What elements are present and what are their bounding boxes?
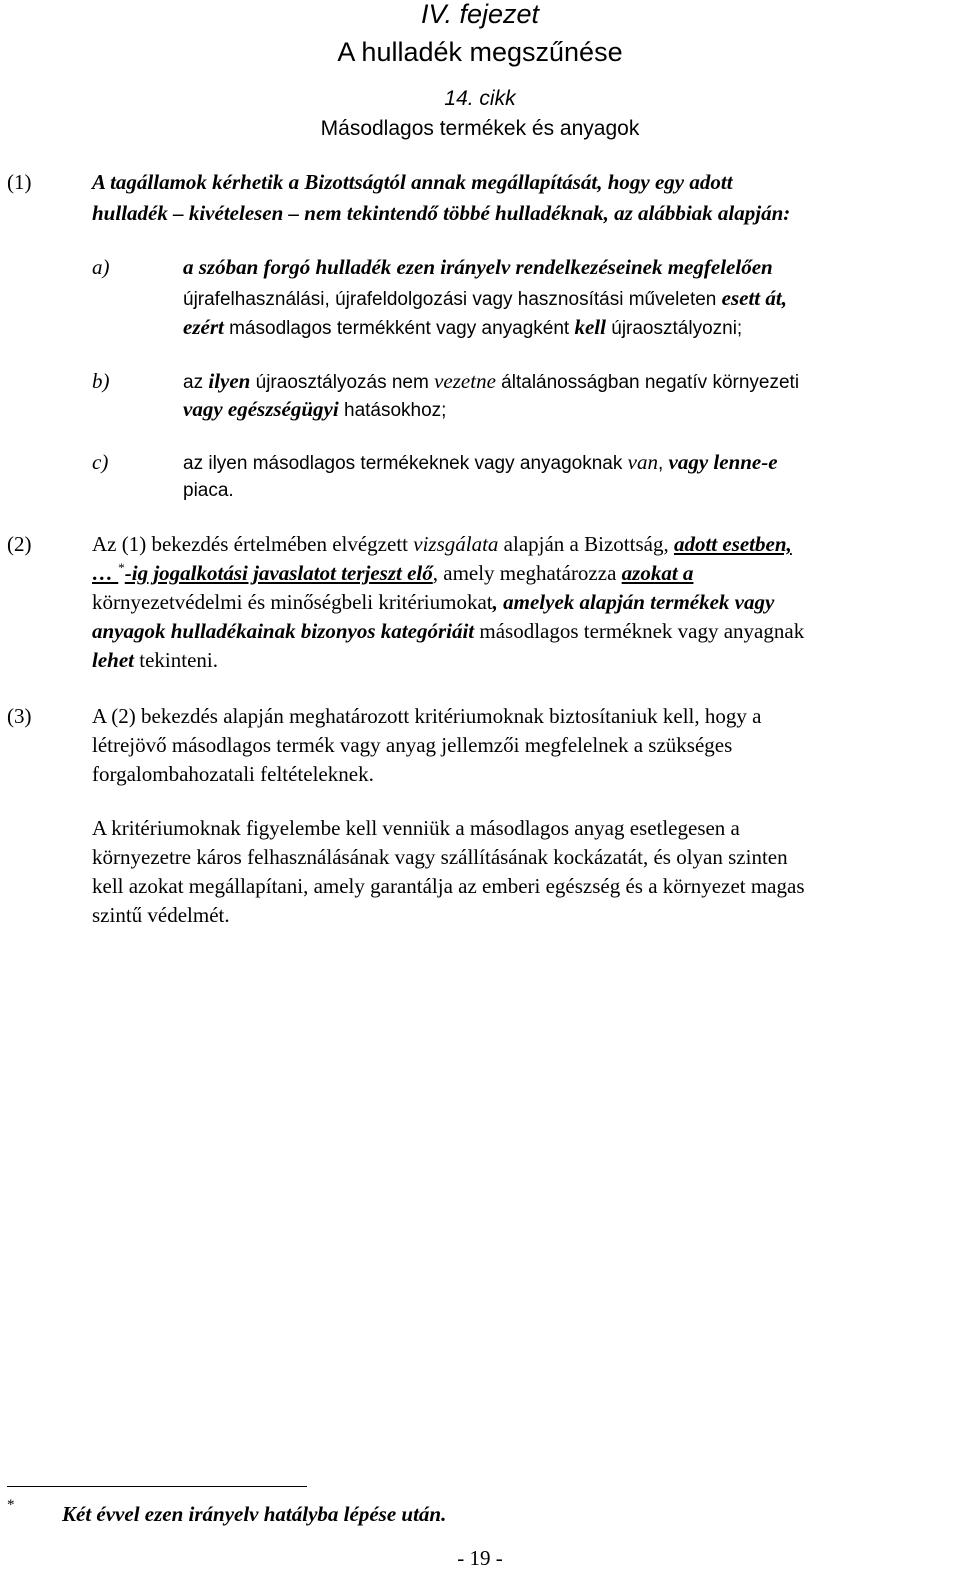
article-number: 14. cikk — [444, 87, 516, 110]
p2-l2-bold-2: azokat a — [621, 561, 694, 585]
item-b-italic-1: vezetne — [434, 369, 496, 393]
p2-l5-text: tekinteni. — [134, 648, 218, 672]
p2-l3-text: környezetvédelmi és minőségbeli kritériumokat — [92, 590, 493, 614]
item-b-line-2 — [183, 396, 446, 424]
p2-l1-text-2: alapján a Bizottság, — [498, 532, 674, 556]
item-a-line-2-bold: esett át, — [721, 286, 787, 310]
p2-l2-ellipsis: … — [92, 561, 119, 585]
item-a-line-1: a szóban forgó hulladék ezen irányelv rendelkezéseinek megfelelően — [183, 255, 773, 279]
item-b-line-1 — [183, 368, 799, 396]
p2-l1-bold: adott esetben, — [673, 532, 792, 556]
p2-l3-bold: amelyek alapján termékek vagy — [503, 590, 775, 614]
item-a-line-3-bold-2: kell — [574, 315, 606, 339]
p2-l5-bold: lehet — [92, 648, 134, 672]
item-c-line-1 — [183, 449, 778, 477]
paragraph-2-line-2 — [92, 560, 693, 586]
p2-l4-bold: anyagok hulladékainak bizonyos kategóriáit — [92, 619, 475, 643]
footnote-text: Két évvel ezen irányelv hatályba lépése után. — [62, 1502, 447, 1526]
p2-l2-bold-1: -ig jogalkotási javaslatot terjeszt elő — [124, 561, 433, 585]
paragraph-3b-line-3: kell azokat megállapítani, amely garantálja az emberi egészség és a környezet magas — [92, 874, 805, 898]
item-a-line-3-text-1: másodlagos termékként vagy anyagként — [223, 318, 575, 339]
item-a-line-2 — [183, 285, 787, 313]
paragraph-1-line-1: A tagállamok kérhetik a Bizottságtól annak megállapítását, hogy egy adott — [92, 170, 733, 194]
item-a-label: a) — [92, 255, 110, 279]
item-b-label: b) — [92, 369, 110, 393]
paragraph-2-line-1 — [92, 531, 792, 557]
item-b-text-2: újraosztályozás nem — [250, 372, 435, 393]
item-a-line-3-text-2: újraosztályozni; — [605, 318, 743, 339]
paragraph-3-line-3: forgalombahozatali feltételeknek. — [92, 762, 374, 786]
p2-l2-footnote-ref: * — [118, 560, 125, 575]
item-b-text-3: általánosságban negatív környezeti — [495, 372, 800, 393]
chapter-number: IV. fejezet — [420, 0, 540, 29]
paragraph-2-number: (2) — [7, 532, 32, 556]
chapter-title: A hulladék megszűnése — [337, 37, 623, 67]
item-b-bold-1: ilyen — [208, 369, 251, 393]
paragraph-2-line-4 — [92, 618, 804, 644]
item-c-line-2: piaca. — [183, 480, 234, 501]
p2-l2-text: , amely meghatározza — [432, 561, 622, 585]
item-b-text-4: hatásokhoz; — [338, 400, 447, 421]
p2-l3-comma: , — [492, 590, 504, 614]
item-c-text-1: az ilyen másodlagos termékeknek vagy anyagoknak — [183, 453, 628, 474]
page-number: - 19 - — [457, 1546, 503, 1570]
paragraph-3b-line-1: A kritériumoknak figyelembe kell venniük a másodlagos anyag esetlegesen a — [92, 816, 740, 840]
item-a-line-3 — [183, 314, 742, 342]
item-a-line-2-text: újrafelhasználási, újrafeldolgozási vagy hasznosítási műveleten — [183, 289, 722, 310]
paragraph-3b-line-4: szintű védelmét. — [92, 903, 230, 927]
footnote-separator — [7, 1486, 307, 1487]
item-b-text-1: az — [183, 372, 209, 393]
paragraph-3b-line-2: környezetre káros felhasználásának vagy szállításának kockázatát, és olyan szinten — [92, 845, 788, 869]
item-c-text-2: , — [657, 453, 669, 474]
article-title: Másodlagos termékek és anyagok — [320, 117, 640, 140]
paragraph-3-line-2: létrejövő másodlagos termék vagy anyag jellemzői megfelelnek a szükséges — [92, 733, 733, 757]
paragraph-1-line-2: hulladék – kivételesen – nem tekintendő többé hulladéknak, az alábbiak alapján: — [92, 201, 791, 225]
paragraph-1-number: (1) — [7, 170, 32, 194]
item-b-bold-2: vagy egészségügyi — [183, 397, 339, 421]
paragraph-2-line-5 — [92, 647, 218, 673]
paragraph-3-line-1: A (2) bekezdés alapján meghatározott kritériumoknak biztosítaniuk kell, hogy a — [92, 704, 762, 728]
footnote-mark: * — [7, 1497, 15, 1513]
p2-l4-text: másodlagos terméknek vagy anyagnak — [474, 619, 805, 643]
item-c-label: c) — [92, 450, 109, 474]
paragraph-3-number: (3) — [7, 704, 32, 728]
p2-l1-text-1: Az (1) bekezdés értelmében elvégzett — [92, 532, 414, 556]
item-c-italic: van — [627, 450, 658, 474]
p2-l1-italic: vizsgálata — [413, 532, 499, 556]
paragraph-2-line-3 — [92, 589, 774, 615]
item-a-line-3-bold-1: ezért — [183, 315, 224, 339]
item-c-bold: vagy lenne-e — [668, 450, 778, 474]
